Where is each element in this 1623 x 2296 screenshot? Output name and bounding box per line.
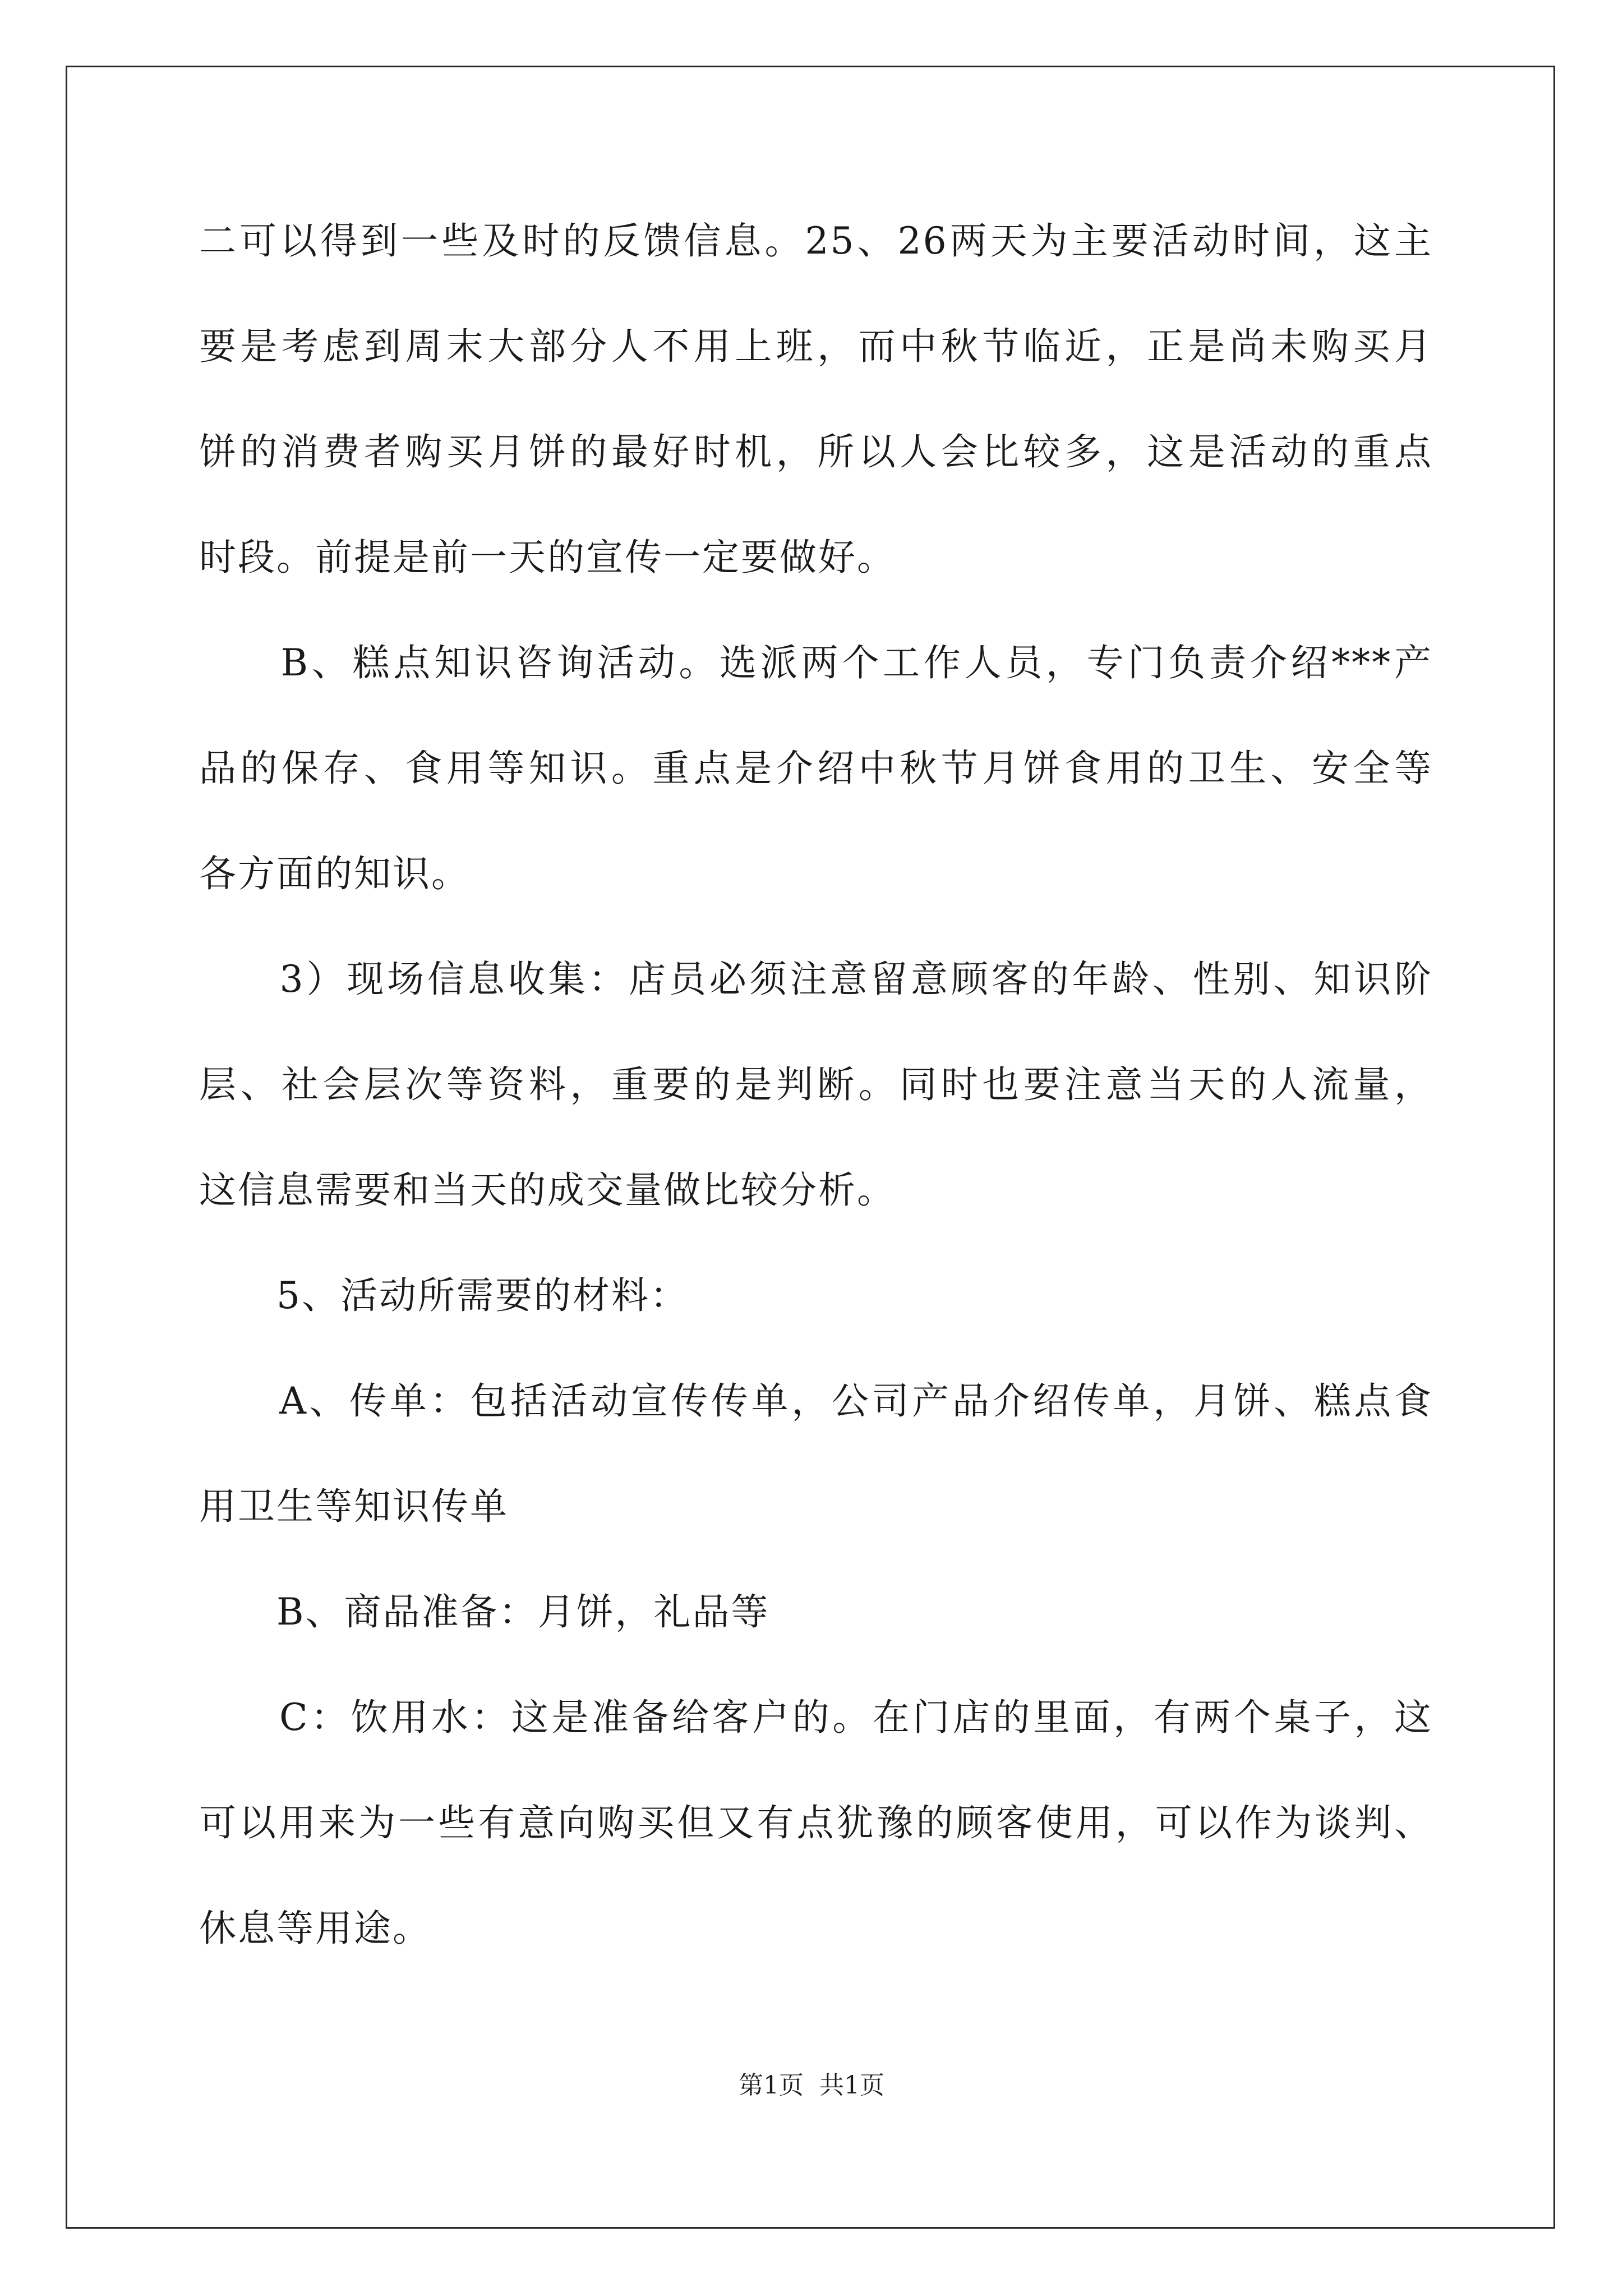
- text-line: 时段。前提是前一天的宣传一定要做好。: [199, 536, 896, 579]
- text-line: 层、社会层次等资料，重要的是判断。同时也要注意当天的人流量，: [199, 1063, 1433, 1106]
- text-line: 用卫生等知识传单: [199, 1485, 509, 1528]
- text-line: 要是考虑到周末大部分人不用上班，而中秋节临近，正是尚未购买月: [199, 325, 1433, 368]
- text-line: A、传单：包括活动宣传传单，公司产品介绍传单，月饼、糕点食: [199, 1379, 1433, 1423]
- text-line: B、商品准备：月饼，礼品等: [199, 1590, 770, 1634]
- page-border: [66, 66, 1555, 2229]
- page-total: 共1页: [819, 2071, 884, 2100]
- text-line: 5、活动所需要的材料：: [199, 1274, 689, 1317]
- text-line: 休息等用途。: [199, 1907, 431, 1950]
- text-line: 品的保存、食用等知识。重点是介绍中秋节月饼食用的卫生、安全等: [199, 747, 1433, 790]
- text-line: 这信息需要和当天的成交量做比较分析。: [199, 1168, 896, 1212]
- text-line: 饼的消费者购买月饼的最好时机，所以人会比较多，这是活动的重点: [199, 430, 1433, 473]
- text-line: B、糕点知识咨询活动。选派两个工作人员，专门负责介绍***产: [199, 641, 1433, 684]
- text-line: 可以用来为一些有意向购买但又有点犹豫的顾客使用，可以作为谈判、: [199, 1801, 1433, 1844]
- page-footer: [0, 2070, 1623, 2101]
- text-line: 3）现场信息收集：店员必须注意留意顾客的年龄、性别、知识阶: [199, 958, 1433, 1001]
- page-number: 第1页: [739, 2071, 804, 2100]
- text-line: 二可以得到一些及时的反馈信息。25、26两天为主要活动时间，这主: [199, 219, 1433, 263]
- text-line: 各方面的知识。: [199, 852, 470, 895]
- text-line: C：饮用水：这是准备给客户的。在门店的里面，有两个桌子，这: [199, 1696, 1433, 1739]
